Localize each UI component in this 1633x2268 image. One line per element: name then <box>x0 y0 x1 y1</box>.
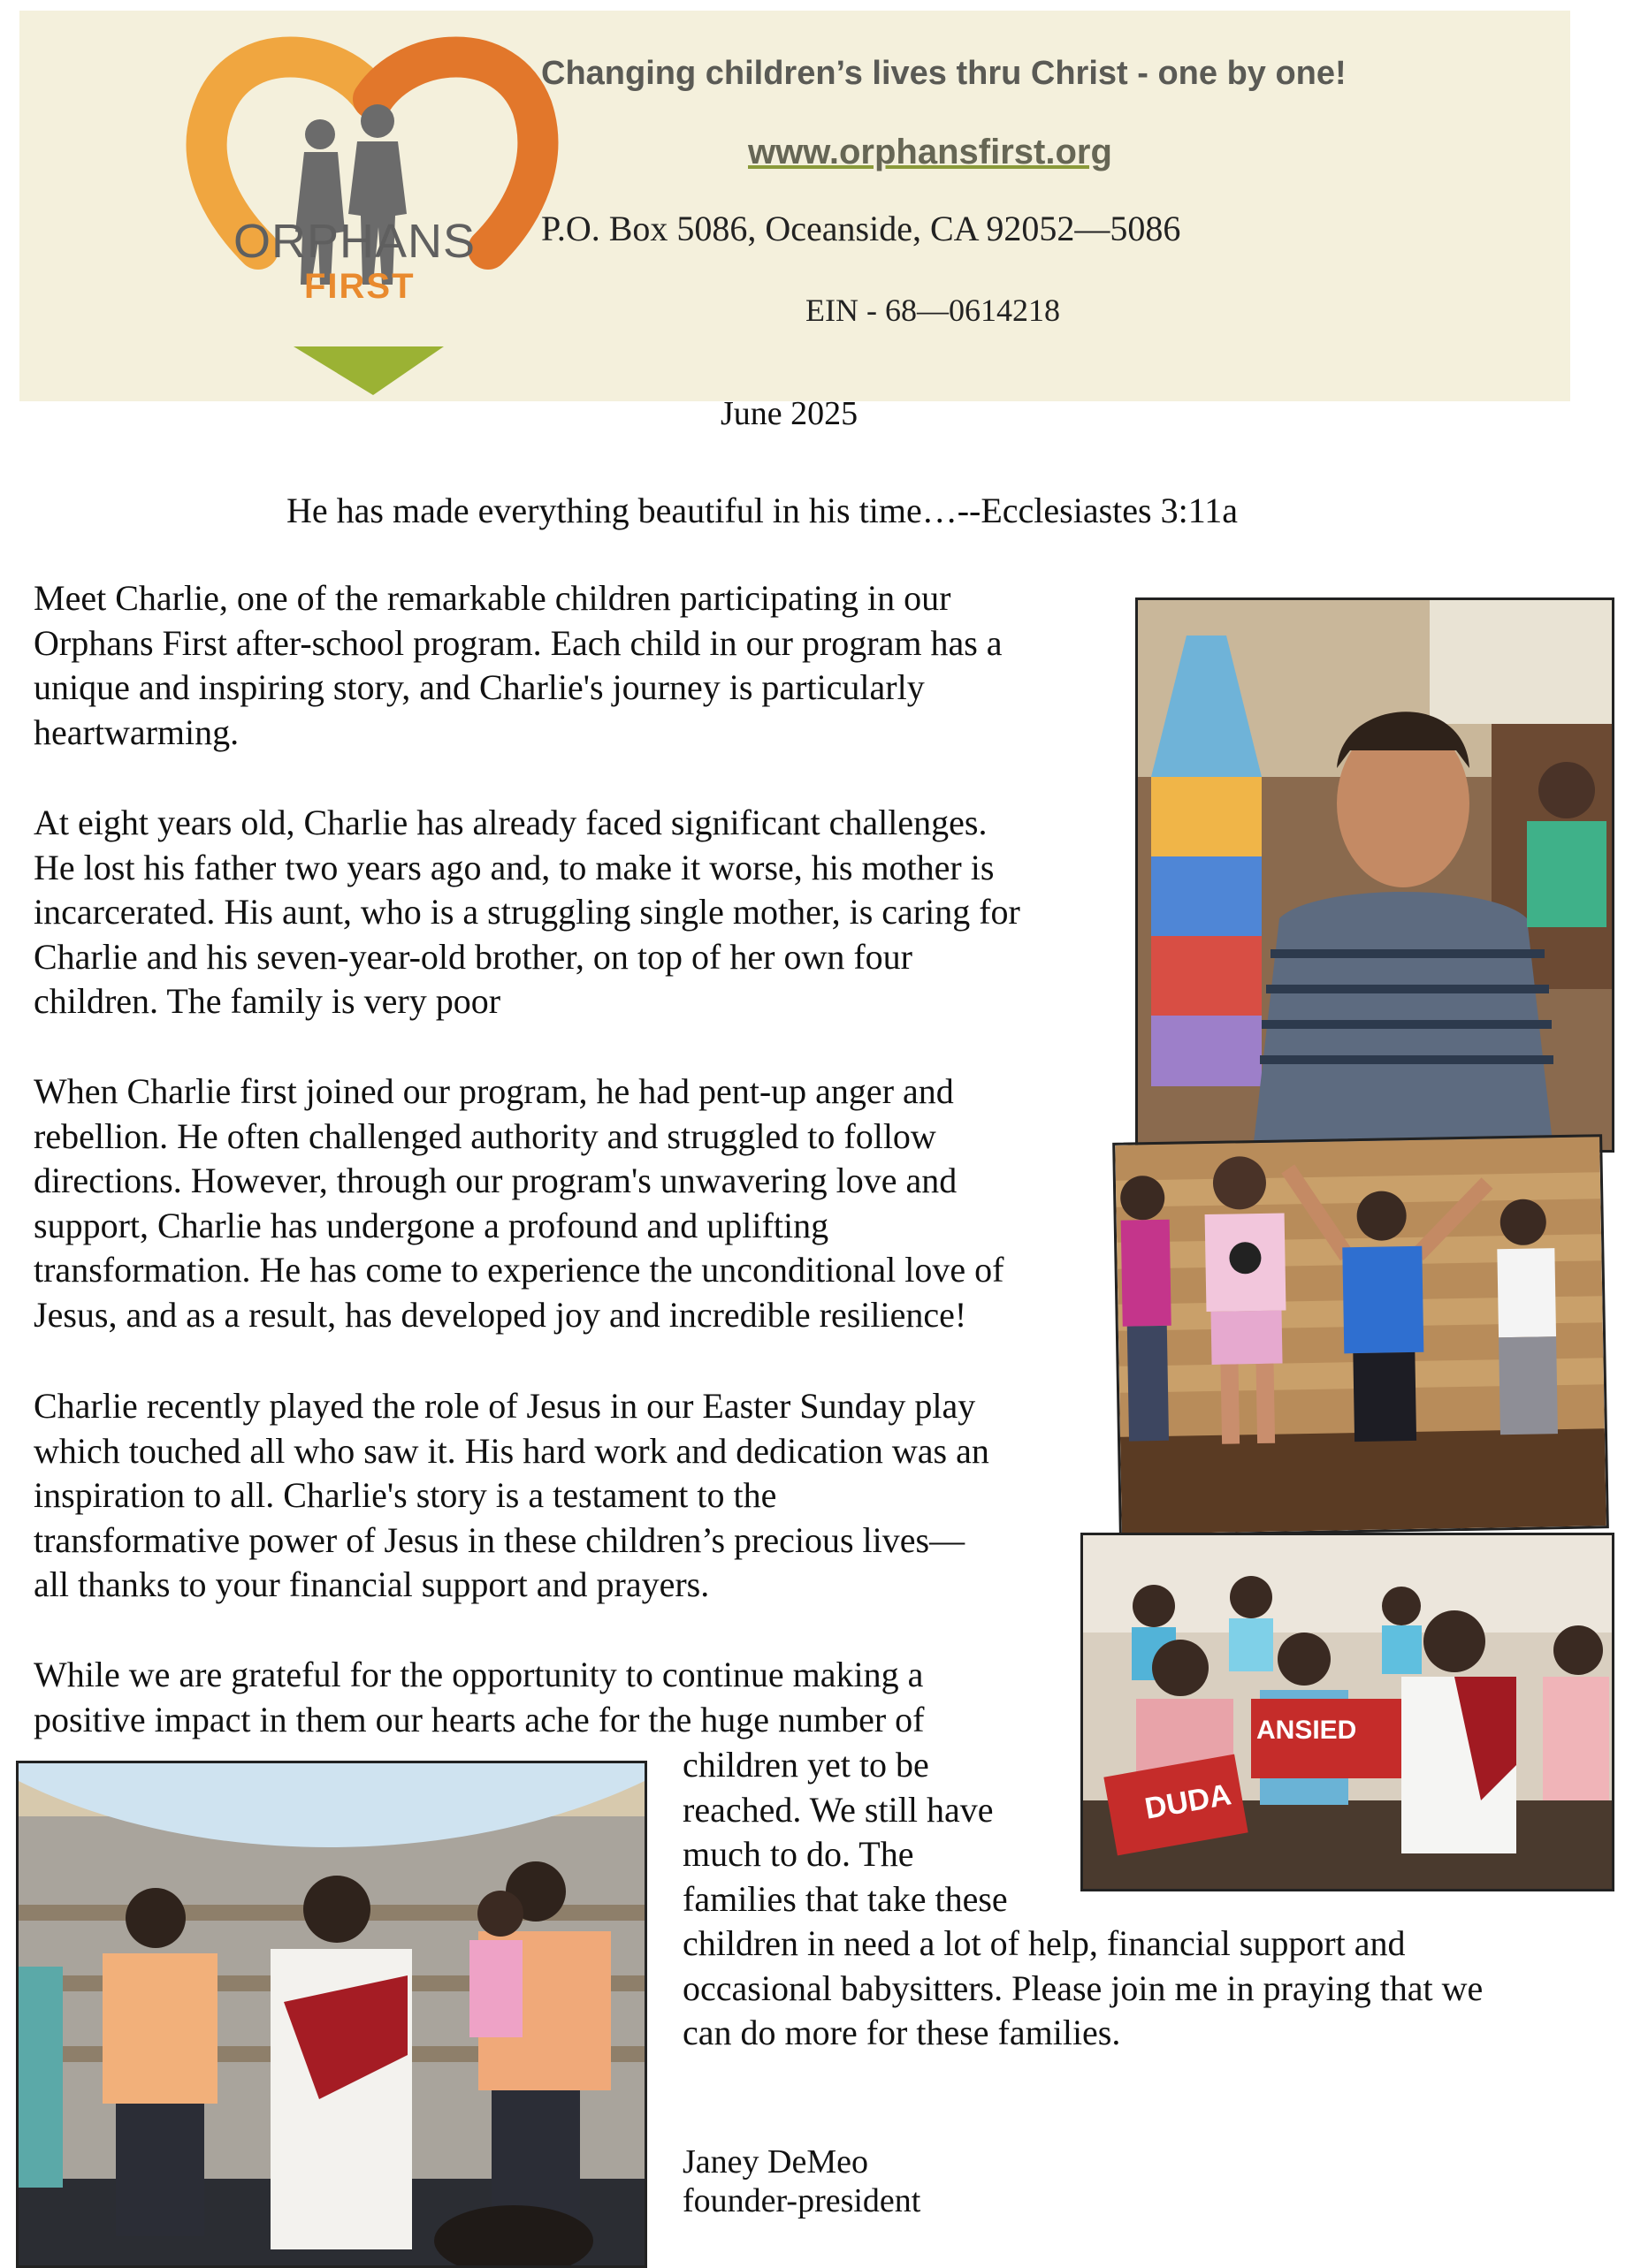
text-line: Jesus, and as a result, has developed joy and incredible resilience! <box>34 1294 967 1335</box>
text-line: incarcerated. His aunt, who is a struggling single mother, is caring for <box>34 892 1020 932</box>
photo-charlie-portrait <box>1135 597 1614 1153</box>
text-line: children yet to be <box>683 1745 929 1785</box>
text-line: transformation. He has come to experience the unconditional love of <box>34 1250 1004 1290</box>
text-line: all thanks to your financial support and prayers. <box>34 1564 710 1604</box>
photo-children-singing <box>1112 1134 1609 1537</box>
sign-ansied: ANSIED <box>1256 1716 1357 1745</box>
paragraph-intro <box>34 576 1003 755</box>
text-line: Charlie recently played the role of Jesus in our Easter Sunday play <box>34 1386 976 1426</box>
bible-verse: He has made everything beautiful in his time…--Ecclesiastes 3:11a <box>286 491 1238 530</box>
text-line: can do more for these families. <box>683 2013 1121 2052</box>
text-line: reached. We still have <box>683 1789 994 1830</box>
paragraph-easter-play <box>34 1384 989 1608</box>
text-line: When Charlie first joined our program, he had pent-up anger and <box>34 1071 954 1111</box>
text-line: families that take these <box>683 1878 1008 1919</box>
letter-date: June 2025 <box>721 395 858 432</box>
text-line: positive impact in them our hearts ache for the huge number of <box>34 1699 925 1739</box>
signature-name: Janey DeMeo <box>683 2143 868 2180</box>
logo-word-orphans: ORPHANS <box>233 215 477 268</box>
text-line: While we are grateful for the opportunity to continue making a <box>34 1655 924 1694</box>
text-line: Orphans First after-school program. Each child in our program has a <box>34 622 1003 663</box>
text-line: inspiration to all. Charlie's story is a testament to the <box>34 1475 777 1515</box>
photo-children-with-signs <box>1080 1533 1614 1891</box>
logo-word-first: FIRST <box>304 267 416 306</box>
text-line: which touched all who saw it. His hard work and dedication was an <box>34 1430 989 1471</box>
tagline: Changing children’s lives thru Christ - one by one! <box>541 55 1347 92</box>
text-line: much to do. The <box>683 1834 914 1874</box>
text-line: rebellion. He often challenged authority and struggled to follow <box>34 1115 936 1156</box>
photo-easter-play <box>16 1761 647 2268</box>
text-line: heartwarming. <box>34 712 240 752</box>
signature-title: founder-president <box>683 2182 921 2219</box>
text-line: occasional babysitters. Please join me in praying that we <box>683 1967 1484 2008</box>
website-link[interactable]: www.orphansfirst.org <box>748 133 1112 171</box>
text-line: Meet Charlie, one of the remarkable children participating in our <box>34 578 951 618</box>
text-line: Charlie and his seven-year-old brother, on top of her own four <box>34 936 912 977</box>
ein-number: EIN - 68—0614218 <box>805 293 1060 328</box>
paragraph-gratitude <box>34 1653 924 1742</box>
text-line: unique and inspiring story, and Charlie's journey is particularly <box>34 667 925 707</box>
mailing-address: P.O. Box 5086, Oceanside, CA 92052—5086 <box>541 209 1181 248</box>
text-line: support, Charlie has undergone a profound and uplifting <box>34 1205 829 1245</box>
text-line: At eight years old, Charlie has already faced significant challenges. <box>34 803 988 842</box>
text-line: children in need a lot of help, financial support and <box>683 1923 1406 1963</box>
paragraph-transformation <box>34 1069 1003 1337</box>
sign-duda: DUDA <box>1142 1777 1234 1826</box>
text-line: He lost his father two years ago and, to make it worse, his mother is <box>34 847 995 887</box>
paragraph-background <box>34 801 1020 1024</box>
text-line: transformative power of Jesus in these children’s precious lives— <box>34 1519 965 1560</box>
text-line: children. The family is very poor <box>34 981 501 1021</box>
text-line: directions. However, through our program's unwavering love and <box>34 1161 958 1200</box>
